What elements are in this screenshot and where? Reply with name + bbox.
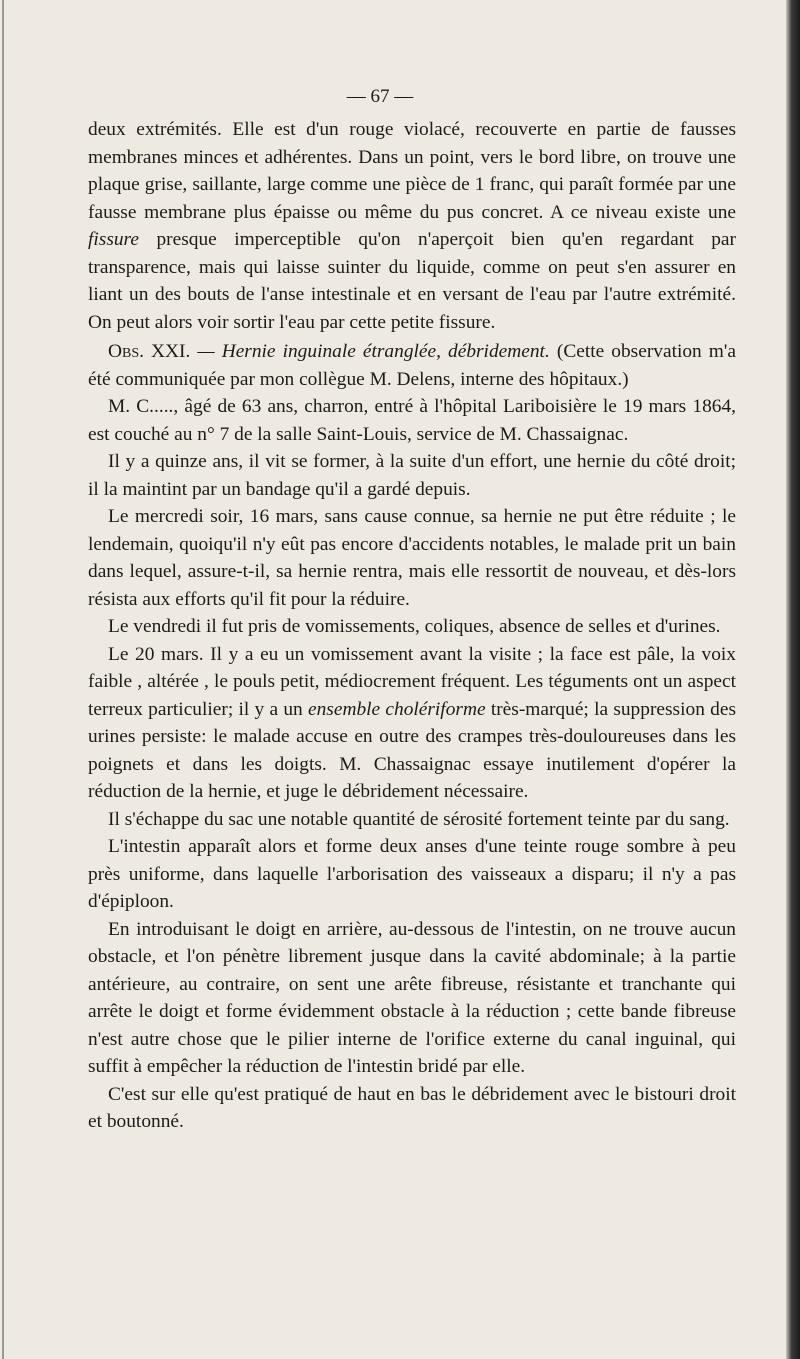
paragraph-intestine: L'intestin apparaît alors et forme deux anses d'une teinte rouge sombre à peu près uniforme, dans laquelle l'arborisation des vaisseaux a disparu; il n'y a pas d'épiploon. [88, 836, 736, 912]
page-binding-edge [2, 0, 4, 1359]
paragraph-march-20-b: très-marqué; la suppression des urines persiste: le malade accuse en outre des crampes très-douloureuses dans les poignets et dans les doigts. M. Chassaignac essaye inutilement d'opérer la réduction de la hernie, et juge le débridement nécessaire. [88, 698, 736, 802]
observation-heading [88, 338, 736, 393]
paragraph-finger: En introduisant le doigt en arrière, au-dessous de l'intestin, on ne trouve aucun obstacle, et l'on pénètre librement jusque dans la cavité abdominale; à la partie antérieure, au contraire, on sent une arête fibreuse, résistante et tranchante qui arrête le doigt et forme évidemment obstacle à la réduction ; cette bande fibreuse n'est autre chose que le pilier interne de l'orifice externe du canal inguinal, qui suffit à empêcher la réduction de l'intestin bridé par elle. [88, 918, 736, 1077]
italic-fissure: fissure [88, 229, 139, 250]
paragraph-friday: Le vendredi il fut pris de vomissements, coliques, absence de selles et d'urines. [108, 616, 721, 637]
scan-right-edge [786, 0, 800, 1359]
page-number: — 67 — [346, 86, 414, 107]
paragraph-1 [88, 116, 736, 336]
paragraph-1-end: presque imperceptible qu'on n'aperçoit bien qu'en regardant par transparence, mais qui laisse suinter du liquide, comme on peut s'en assurer en liant un des bouts de l'anse intestinale et en versant de l'eau par l'autre extrémité. On peut alors voir sortir l'eau par cette petite fissure. [88, 229, 737, 333]
paragraph-incision: C'est sur elle qu'est pratiqué de haut en bas le débridement avec le bistouri droit et boutonné. [88, 1083, 736, 1132]
paragraph-1-text: deux extrémités. Elle est d'un rouge violacé, recouverte en partie de fausses membranes minces et adhérentes. Dans un point, vers le bord libre, on trouve une plaque grise, saillante, large comme une pièce de 1 franc, qui paraît formée par une fausse membrane plus épaisse ou même du pus concret. A ce niveau existe une [88, 119, 736, 223]
italic-ensemble: ensemble cholériforme [307, 698, 486, 720]
paragraph-wednesday: Le mercredi soir, 16 mars, sans cause connue, sa hernie ne put être réduite ; le lendemain, quoiqu'il n'y eût pas encore d'accidents notables, le malade prit un bain dans lequel, assure-t-il, sa hernie rentra, mais elle ressortit de nouveau, et dès-lors résista aux efforts qu'il fit pour la réduire. [88, 506, 736, 610]
observation-title: — Hernie inguinale étranglée, débridement. [197, 341, 550, 362]
paragraph-history: Il y a quinze ans, il vit se former, à la suite d'un effort, une hernie du côté droit; il la maintint par un bandage qu'il a gardé depuis. [88, 451, 736, 500]
paragraph-march-20 [88, 641, 736, 806]
observation-label: Obs. XXI. [108, 341, 191, 362]
paragraph-march-20-a: Le 20 mars. Il y a eu un vomissement avant la visite ; la face est pâle, la voix faible , altérée , le pouls petit, médiocrement fréquent. Les téguments ont un aspect terreux particulier; il y a un [88, 643, 736, 720]
paragraph-patient: M. C....., âgé de 63 ans, charron, entré à l'hôpital Lariboisière le 19 mars 1864, est couché au n° 7 de la salle Saint-Louis, service de M. Chassaignac. [88, 396, 736, 445]
observation-note: (Cette observation m'a été communiquée par mon collègue M. Delens, interne des hôpitaux.) [88, 341, 736, 390]
document-page [88, 116, 736, 1136]
paragraph-serosity: Il s'échappe du sac une notable quantité de sérosité fortement teinte par du sang. [108, 808, 730, 830]
